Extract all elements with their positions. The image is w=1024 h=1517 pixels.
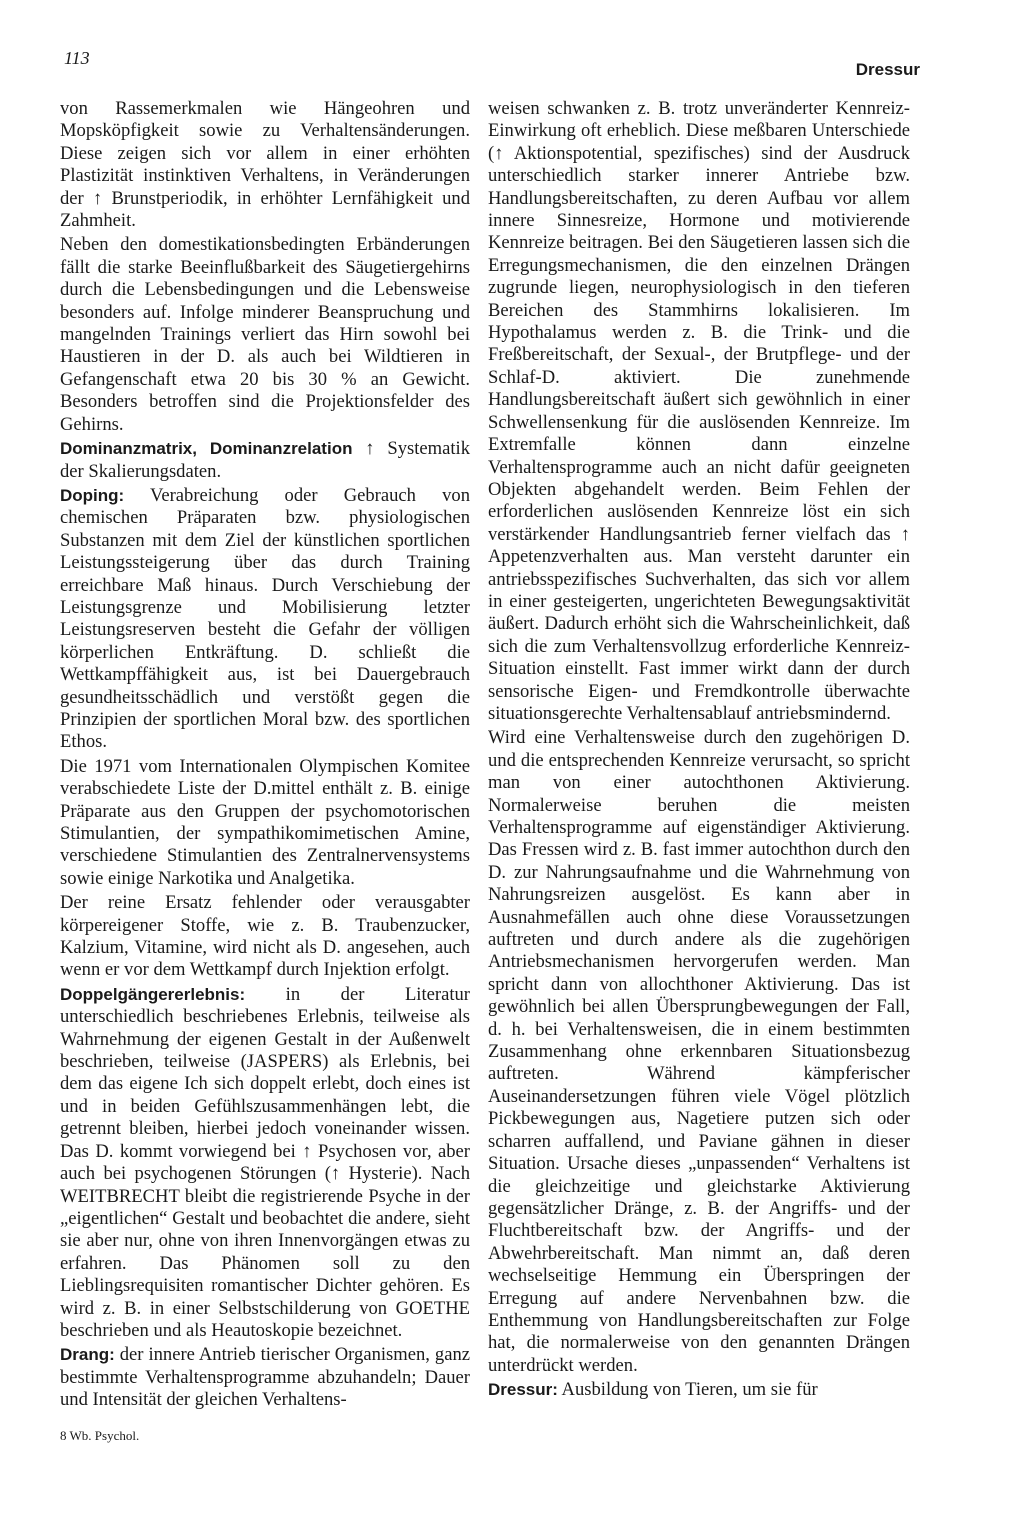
page-number: 113 bbox=[64, 48, 90, 68]
entry-drang bbox=[60, 1344, 470, 1411]
paragraph bbox=[60, 234, 470, 436]
entry-head: Dominanzmatrix, Dominanzrelation bbox=[60, 439, 353, 459]
entry-dressur bbox=[488, 1379, 910, 1401]
entry-doppelgaengererlebnis bbox=[60, 984, 470, 1343]
left-column bbox=[60, 98, 470, 1414]
paragraph-text: Der reine Ersatz fehlender oder verausgabter körpereigener Stoffe, wie z. B. Traubenzucker, Kalzium, Vitamine, wird nicht als D. angesehen, auch wenn er vor dem Wettkampf durch Injektion erfolgt. bbox=[60, 892, 470, 981]
paragraph bbox=[60, 756, 470, 890]
entry-head: Drang: bbox=[60, 1345, 115, 1365]
paragraph bbox=[488, 727, 910, 1377]
entry-dominanzmatrix bbox=[60, 438, 470, 483]
running-head: Dressur bbox=[855, 60, 920, 79]
entry-head: Doping: bbox=[60, 485, 125, 505]
paragraph-text: von Rassemerkmalen wie Hängeohren und Mopsköpfigkeit sowie zu Verhaltensänderungen. Diese zeigen sich vor allem in einer erhöhten Plastizität instinktiven Verhaltens, in Veränderungen der ↑ Brunstperiodik, in erhöhter Lernfähigkeit und Zahmheit. bbox=[60, 98, 470, 232]
entry-head: Doppelgängererlebnis: bbox=[60, 984, 246, 1004]
entry-text: in der Literatur unterschiedlich beschriebenes Erlebnis, teilweise als Wahrnehmung der eigenen Gestalt in der Außenwelt beschrieben, teilweise (JASPERS) als Erlebnis, bei dem das eigene Ich sich doppelt erlebt, doch eines ist und in beiden Gefühlszusammenhängen lebt, die getrennt bleiben, hierbei jedoch voneinander wissen. Das D. kommt vorwiegend bei ↑ Psychosen vor, aber auch bei psychogenen Störungen (↑ Hysterie). Nach WEITBRECHT bleibt die registrierende Psyche in der „eigentlichen“ Gestalt und beobachtet die andere, sieht sie aber nur, ohne von ihren Innenvorgängen etwas zu erfahren. Das Phänomen soll zu den Lieblingsrequisiten romantischer Dichter gehören. Es wird z. B. in einer Selbstschilderung von GOETHE beschrieben und als Heautoskopie bezeichnet. bbox=[60, 983, 470, 1341]
paragraph bbox=[60, 892, 470, 982]
footer-signature: 8 Wb. Psychol. bbox=[60, 1428, 140, 1443]
entry-head: Dressur: bbox=[488, 1380, 558, 1400]
right-column bbox=[488, 98, 910, 1404]
paragraph bbox=[60, 98, 470, 232]
paragraph bbox=[488, 98, 910, 725]
entry-text: Verabreichung oder Gebrauch von chemischen Präparaten bzw. physiologischen Substanzen mit dem Ziel der künstlichen sportlichen Leistungssteigerung über das durch Training erreichbare Maß hinaus. Durch Verschiebung der Leistungsgrenze und Mobilisierung letzter Leistungsreserven besteht die Gefahr der völligen körperlichen Entkräftung. D. schließt die Wettkampffähigkeit aus, ist bei Dauergebrauch gesundheitsschädlich und verstößt gegen die Prinzipien der sportlichen Moral bzw. des sportlichen Ethos. bbox=[60, 484, 470, 753]
paragraph-text: Die 1971 vom Internationalen Olympischen Komitee verabschiedete Liste der D.mittel enthält z. B. einige Präparate aus den Gruppen der psychomotorischen Stimulantien, der sympathikomimetischen Amine, verschiedene Stimulantien des Zentralnervensystems sowie einige Narkotika und Analgetika. bbox=[60, 755, 470, 889]
paragraph-text: Wird eine Verhaltensweise durch den zugehörigen D. und die entsprechenden Kennreize verursacht, so spricht man von einer autochthonen Aktivierung. Normalerweise beruhen die meisten Verhaltensprogramme auf eigenständiger Aktivierung. Das Fressen wird z. B. fast immer autochthon durch den D. zur Nahrungsaufnahme und die Wahrnehmung von Nahrungsreizen ausgelöst. Es kann aber in Ausnahmefällen auch ohne diese Voraussetzungen auftreten und durch andere als die zugehörigen Antriebsmechanismen hervorgerufen werden. Man spricht dann von allochthoner Aktivierung. Das ist gewöhnlich bei allen Übersprungbewegungen der Fall, d. h. bei Verhaltensweisen, die in einem bestimmten Zusammenhang ohne erkennbaren Situationsbezug auftreten. Während kämpferischer Auseinandersetzungen führen viele Vögel plötzlich Pickbewegungen aus, Nagetiere putzen sich oder scharren auffallend, und Paviane gähnen in dieser Situation. Ursache dieses „unpassenden“ Verhaltens ist die gleichzeitige und gleichstarke Aktivierung gegensätzlicher Dränge, z. B. der Angriffs- und der Fluchtbereitschaft bzw. der Angriffs- und der Abwehrbereitschaft. Man nimmt an, daß deren wechselseitige Hemmung ein Überspringen der Erregung auf andere Nervenbahnen bzw. die Enthemmung von Handlungsbereitschaften zur Folge hat, die normalerweise von den genannten Drängen unterdrückt werden. bbox=[488, 727, 910, 1376]
entry-doping bbox=[60, 485, 470, 754]
entry-text: ↑ Systematik der Skalierungsdaten. bbox=[60, 438, 470, 482]
entry-text: der innere Antrieb tierischer Organismen, ganz bestimmte Verhaltensprogramme abzuhandeln; Dauer und Intensität der gleichen Verhaltens- bbox=[60, 1344, 470, 1411]
paragraph-text: weisen schwanken z. B. trotz unveränderter Kennreiz-Einwirkung oft erheblich. Diese meßbaren Unterschiede (↑ Aktionspotential, spezifisches) sind der Ausdruck unterschiedlich starker innerer Antriebe bzw. Handlungsbereitschaften, zu deren Aufbau vor allem innere Sinnesreize, Hormone und motivierende Kennreize beitragen. Bei den Säugetieren lassen sich die Erregungsmechanismen, die den einzelnen Drängen zugrunde liegen, neurophysiologisch in den tieferen Bereichen des Stammhirns lokalisieren. Im Hypothalamus werden z. B. die Trink- und die Freßbereitschaft, der Sexual-, der Brutpflege- und der Schlaf-D. aktiviert. Die zunehmende Handlungsbereitschaft äußert sich gewöhnlich in einer Schwellensenkung für die auslösenden Kennreize. Im Extremfalle können dann einzelne Verhaltensprogramme auch an nicht dafür geeigneten Objekten abgehandelt werden. Beim Fehlen der erforderlichen auslösenden Kennreize löst ein sich verstärkender Handlungsantrieb ferner vielfach das ↑ Appetenzverhalten aus. Man versteht darunter ein antriebsspezifisches Suchverhalten, das sich vor allem in einer gesteigerten, ungerichteten Bewegungsaktivität äußert. Dadurch erhöht sich die Wahrscheinlichkeit, daß sich die zum Verhaltensvollzug erforderliche Kennreiz-Situation einstellt. Fast immer wirkt dann der durch sensorische Eigen- und Fremdkontrolle überwachte situationsgerechte Verhaltensablauf antriebsmindernd. bbox=[488, 98, 910, 724]
paragraph-text: Neben den domestikationsbedingten Erbänderungen fällt die starke Beeinflußbarkeit des Säugetiergehirns durch die Lebensbedingungen und die Lebensweise besonders auf. Infolge minderer Beanspruchung und mangelnden Trainings verliert das Hirn sowohl bei Haustieren in der D. als auch bei Wildtieren in Gefangenschaft etwa 20 bis 30 % an Gewicht. Besonders betroffen sind die Projektionsfelder des Gehirns. bbox=[60, 234, 470, 435]
entry-text: Ausbildung von Tieren, um sie für bbox=[557, 1379, 818, 1401]
